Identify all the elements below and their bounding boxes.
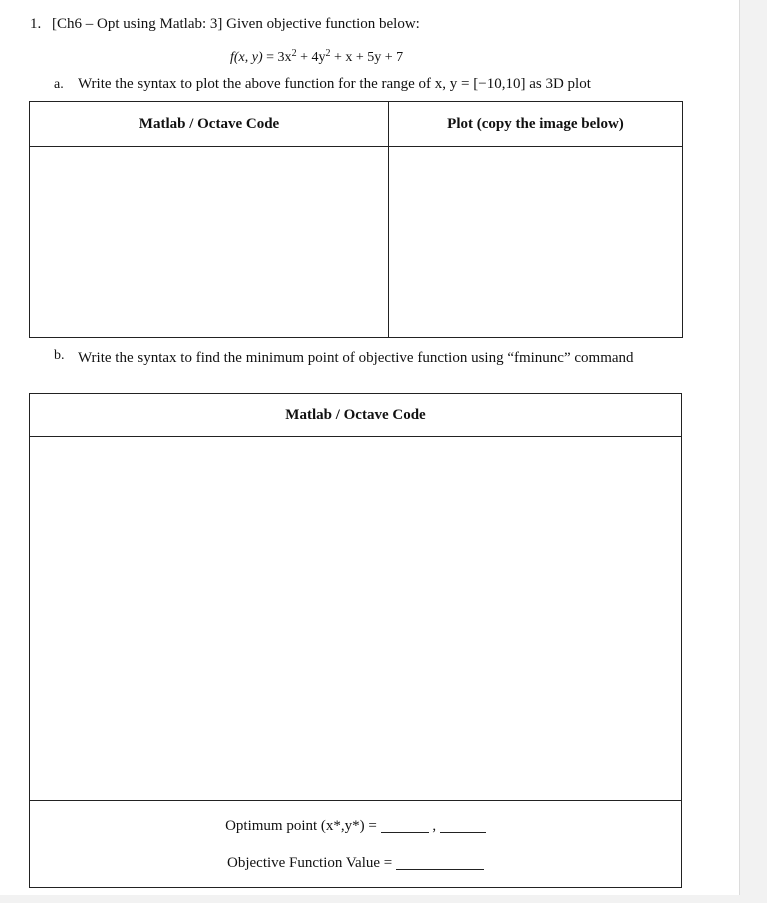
part-b-letter: b. bbox=[54, 348, 65, 363]
formula-mid: + 4y bbox=[296, 50, 326, 65]
formula-lhs: f(x, y) bbox=[230, 50, 263, 65]
part-a-letter: a. bbox=[54, 77, 64, 92]
plot-answer-cell[interactable] bbox=[389, 147, 683, 338]
optimum-point-line bbox=[30, 816, 681, 836]
objective-formula bbox=[230, 48, 403, 66]
formula-exp-2: 2 bbox=[325, 48, 331, 59]
formula-rhs: + x + 5y + 7 bbox=[330, 50, 404, 65]
code-header: Matlab / Octave Code bbox=[30, 394, 682, 437]
plot-column-header: Plot (copy the image below) bbox=[389, 102, 683, 147]
results-cell bbox=[30, 801, 682, 888]
objective-value-label: Objective Function Value = bbox=[227, 854, 393, 871]
formula-exp-1: 2 bbox=[291, 48, 297, 59]
viewer-bottom-gutter bbox=[0, 895, 767, 903]
viewer-scroll-gutter bbox=[739, 0, 767, 903]
code-column-header: Matlab / Octave Code bbox=[30, 102, 389, 147]
objective-value-line bbox=[30, 853, 681, 873]
part-a-text: Write the syntax to plot the above function for the range of x, y = [−10,10] as 3D plot bbox=[78, 76, 591, 92]
optimum-separator: , bbox=[432, 817, 437, 834]
part-a-answer-table bbox=[29, 101, 683, 338]
formula-eq: = 3x bbox=[262, 50, 292, 65]
code-answer-cell[interactable] bbox=[30, 437, 682, 801]
code-answer-cell[interactable] bbox=[30, 147, 389, 338]
question-text: [Ch6 – Opt using Matlab: 3] Given objective function below: bbox=[52, 16, 420, 32]
optimum-point-label: Optimum point (x*,y*) = bbox=[225, 817, 377, 834]
part-b-text: Write the syntax to find the minimum point of objective function using “fminunc” command bbox=[78, 350, 634, 366]
part-b-answer-table bbox=[29, 393, 682, 888]
x-star-blank[interactable] bbox=[381, 818, 429, 833]
y-star-blank[interactable] bbox=[440, 818, 486, 833]
question-number: 1. bbox=[30, 16, 42, 32]
objective-value-blank[interactable] bbox=[396, 855, 484, 870]
